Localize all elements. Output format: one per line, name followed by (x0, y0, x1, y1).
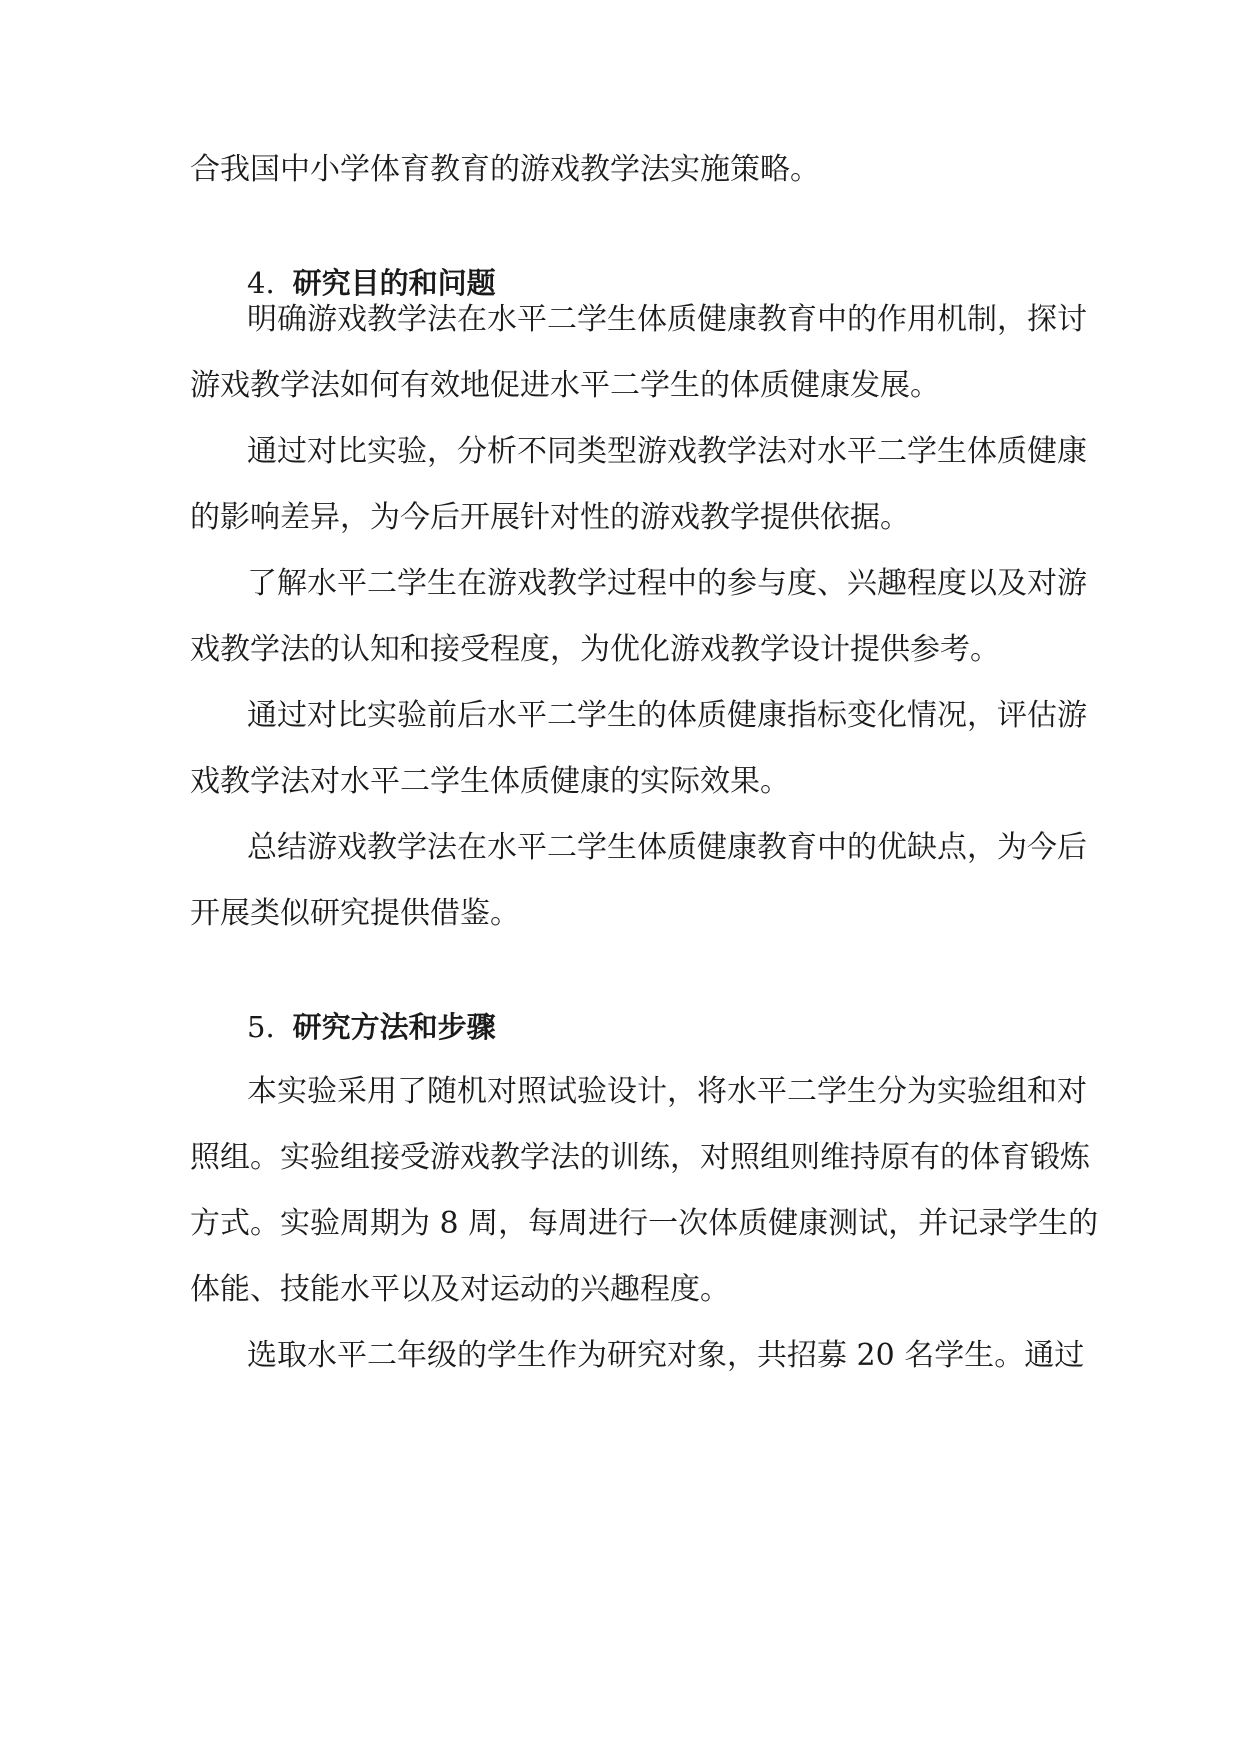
paragraph-line: 选取水平二年级的学生作为研究对象，共招募 20 名学生。通过 (247, 1338, 1085, 1373)
paragraph-line: 的影响差异，为今后开展针对性的游戏教学提供依据。 (190, 500, 910, 535)
paragraph-line: 合我国中小学体育教育的游戏教学法实施策略。 (190, 152, 820, 187)
paragraph-line: 明确游戏教学法在水平二学生体质健康教育中的作用机制，探讨 (247, 302, 1087, 337)
paragraph-line: 戏教学法对水平二学生体质健康的实际效果。 (190, 764, 790, 799)
paragraph-line: 总结游戏教学法在水平二学生体质健康教育中的优缺点，为今后 (247, 830, 1087, 865)
section-heading-4 (247, 263, 496, 303)
section-title: 研究目的和问题 (292, 266, 496, 300)
section-heading-5 (247, 1007, 496, 1047)
paragraph-line: 方式。实验周期为 8 周，每周进行一次体质健康测试，并记录学生的 (190, 1206, 1099, 1241)
paragraph-line: 开展类似研究提供借鉴。 (190, 896, 520, 931)
paragraph-line: 照组。实验组接受游戏教学法的训练，对照组则维持原有的体育锻炼 (190, 1140, 1090, 1175)
paragraph-line: 通过对比实验前后水平二学生的体质健康指标变化情况，评估游 (247, 698, 1087, 733)
section-number: 5. (247, 1010, 275, 1044)
paragraph-line: 本实验采用了随机对照试验设计，将水平二学生分为实验组和对 (247, 1074, 1087, 1109)
section-number: 4. (247, 266, 275, 300)
paragraph-line: 了解水平二学生在游戏教学过程中的参与度、兴趣程度以及对游 (247, 566, 1087, 601)
section-title: 研究方法和步骤 (292, 1010, 496, 1044)
paragraph-line: 戏教学法的认知和接受程度，为优化游戏教学设计提供参考。 (190, 632, 1000, 667)
paragraph-line: 通过对比实验，分析不同类型游戏教学法对水平二学生体质健康 (247, 434, 1087, 469)
paragraph-line: 游戏教学法如何有效地促进水平二学生的体质健康发展。 (190, 368, 940, 403)
paragraph-line: 体能、技能水平以及对运动的兴趣程度。 (190, 1272, 730, 1307)
